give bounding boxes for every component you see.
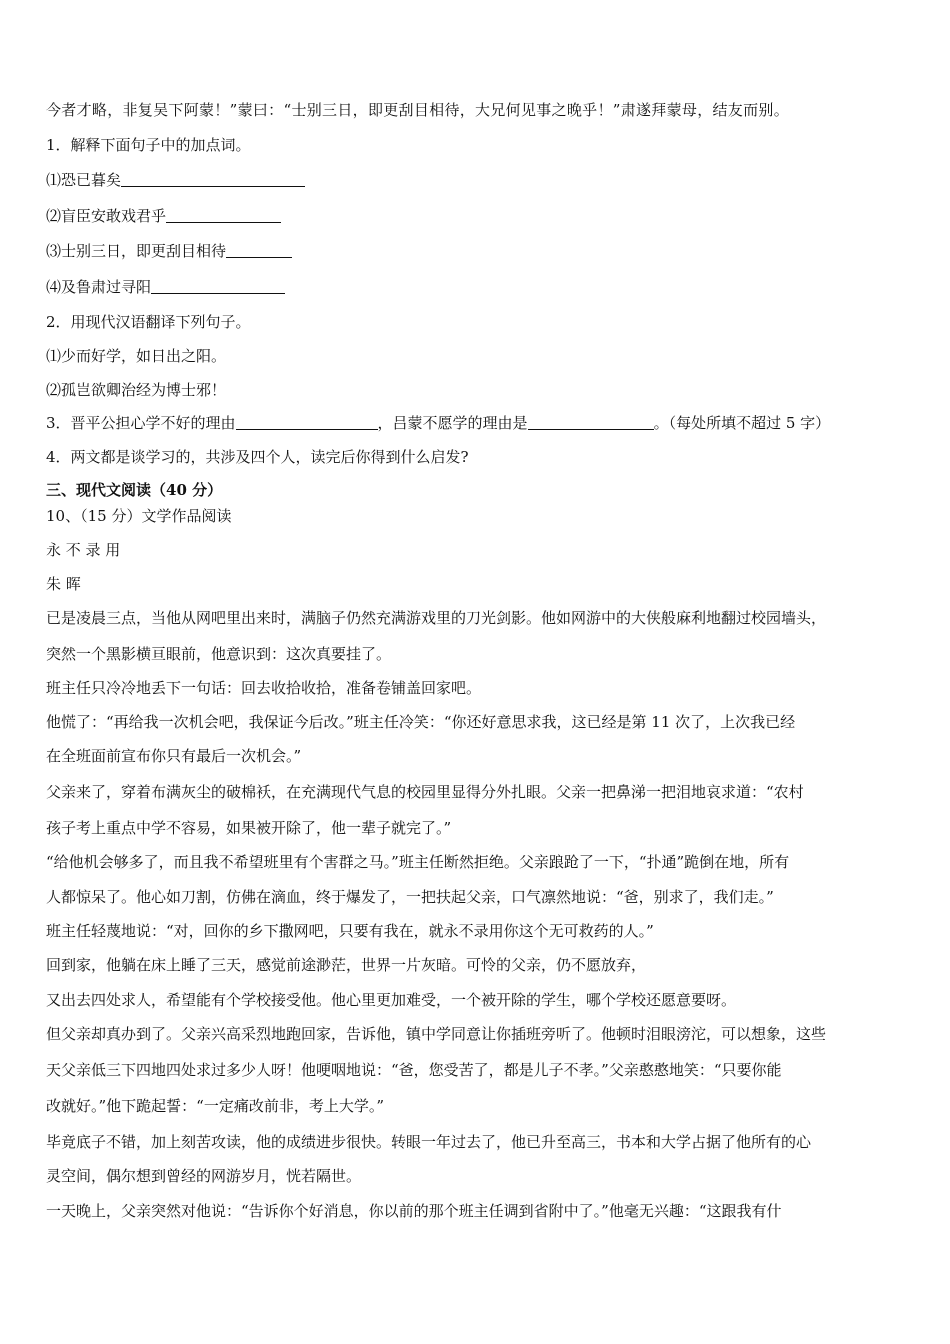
paragraph-line: 已是凌晨三点，当他从网吧里出来时，满脑子仍然充满游戏里的刀光剑影。他如网游中的大侠般麻利地翻过校园墙头， [46,609,827,627]
question-2-item-2: ⑵孤岂欲卿治经为博士邪！ [46,381,227,399]
answer-blank[interactable] [236,414,378,430]
paragraph-line: 人都惊呆了。他心如刀割，仿佛在滴血，终于爆发了，一把扶起父亲，口气凛然地说：“爸，别求了，我们走。” [46,888,774,906]
paragraph-line: 又出去四处求人，希望能有个学校接受他。他心里更加难受，一个被开除的学生，哪个学校还愿意要呀。 [46,991,737,1009]
paragraph-line: 突然一个黑影横亘眼前，他意识到：这次真要挂了。 [46,645,392,663]
paragraph-line: 他慌了：“再给我一次机会吧，我保证今后改。”班主任冷笑：“你还好意思求我，这已经是第 11 次了，上次我已经 [46,713,796,731]
question-1-item-3: ⑶士别三日，即更刮目相待 [46,240,292,262]
paragraph-line: 天父亲低三下四地四处求过多少人呀！他哽咽地说：“爸，您受苦了，都是儿子不孝。”父亲憨憨地笑：“只要你能 [46,1061,782,1079]
paragraph-line: 在全班面前宣布你只有最后一次机会。” [46,747,302,765]
paragraph-line: 班主任只冷冷地丢下一句话：回去收拾收拾，准备卷铺盖回家吧。 [46,679,482,697]
paragraph-line: 一天晚上，父亲突然对他说：“告诉你个好消息，你以前的那个班主任调到省附中了。”他毫无兴趣：“这跟我有什 [46,1202,782,1220]
answer-blank[interactable] [121,171,305,187]
question-4: 4．两文都是谈学习的，共涉及四个人，读完后你得到什么启发? [46,448,469,466]
text-line: 今者才略，非复吴下阿蒙！”蒙曰：“士别三日，即更刮目相待，大兄何见事之晚乎！”肃遂拜蒙母，结友而别。 [46,101,790,119]
question-2-item-1: ⑴少而好学，如日出之阳。 [46,347,227,365]
paragraph-line: 孩子考上重点中学不容易，如果被开除了，他一辈子就完了。” [46,819,452,837]
paragraph-line: 改就好。”他下跪起誓：“一定痛改前非，考上大学。” [46,1097,385,1115]
question-2-heading: 2．用现代汉语翻译下列句子。 [46,313,251,331]
paragraph-line: “给他机会够多了，而且我不希望班里有个害群之马。”班主任断然拒绝。父亲踉跄了一下，“扑通”跪倒在地，所有 [46,853,790,871]
answer-blank[interactable] [226,242,292,258]
answer-blank[interactable] [528,414,654,430]
paragraph-line: 父亲来了，穿着布满灰尘的破棉袄，在充满现代气息的校园里显得分外扎眼。父亲一把鼻涕一把泪地哀求道：“农村 [46,783,804,801]
answer-blank[interactable] [151,278,285,294]
question-10-heading: 10、（15 分）文学作品阅读 [46,507,232,525]
section-heading: 三、现代文阅读（40 分） [46,481,223,499]
article-title: 永 不 录 用 [46,541,121,559]
paragraph-line: 但父亲却真办到了。父亲兴高采烈地跑回家，告诉他，镇中学同意让你插班旁听了。他顿时泪眼滂沱，可以想象，这些 [46,1025,827,1043]
answer-blank[interactable] [166,207,281,223]
paragraph-line: 灵空间，偶尔想到曾经的网游岁月，恍若隔世。 [46,1167,362,1185]
question-1-item-2: ⑵盲臣安敢戏君乎 [46,205,281,227]
question-1-heading: 1．解释下面句子中的加点词。 [46,136,251,154]
paragraph-line: 回到家，他躺在床上睡了三天，感觉前途渺茫，世界一片灰暗。可怜的父亲，仍不愿放弃， [46,956,647,974]
paragraph-line: 毕竟底子不错，加上刻苦攻读，他的成绩进步很快。转眼一年过去了，他已升至高三，书本和大学占据了他所有的心 [46,1133,812,1151]
question-1-item-1: ⑴恐已暮矣 [46,169,305,191]
question-1-item-4: ⑷及鲁肃过寻阳 [46,276,285,298]
paragraph-line: 班主任轻蔑地说：“对，回你的乡下撒网吧，只要有我在，就永不录用你这个无可救药的人。” [46,922,654,940]
article-author: 朱 晖 [46,575,81,593]
question-3: 3．晋平公担心学不好的理由 ，吕蒙不愿学的理由是 。（每处所填不超过 5 字） [46,414,831,432]
